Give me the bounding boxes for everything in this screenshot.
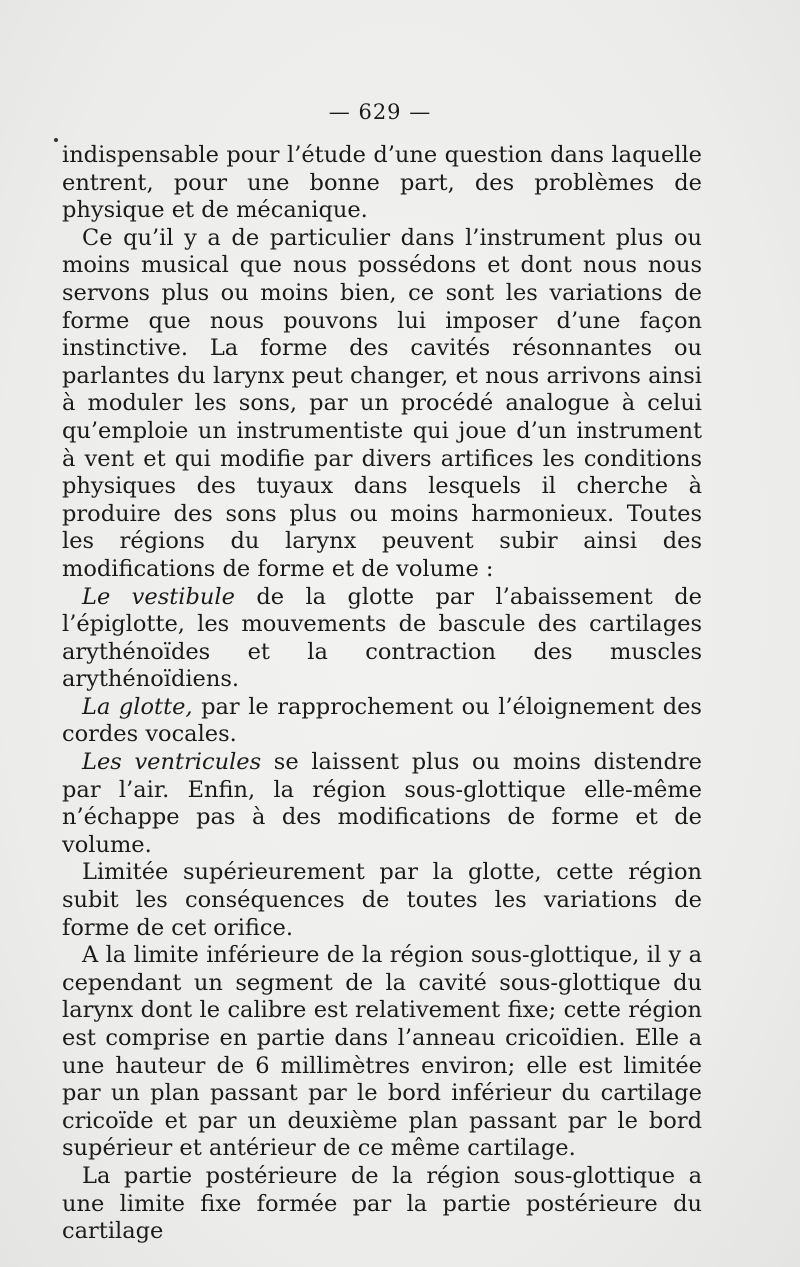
paragraph-1 bbox=[62, 142, 702, 225]
paragraph-text: La partie postérieure de la région sous-glottique a une limite fixe formée par la partie postérieure du cartilage bbox=[62, 1162, 702, 1245]
paragraph-text: par le rapprochement ou l’éloignement des cordes vocales. bbox=[62, 693, 702, 748]
paragraph-6 bbox=[62, 859, 702, 942]
paragraph-3 bbox=[62, 584, 702, 694]
paragraph-text: Limitée supérieurement par la glotte, cette région subit les conséquences de toutes les variations de forme de cet orifice. bbox=[62, 859, 702, 941]
paragraph-7 bbox=[62, 942, 702, 1163]
paragraph-text: Ce qu’il y a de particulier dans l’instrument plus ou moins musical que nous possédons et dont nous nous servons plus ou moins bien, ce sont les variations de forme que nous pouvons lui imposer d’une façon instinctive. La forme des cavités résonnantes ou parlantes du larynx peut changer, et nous arrivons ainsi à moduler les sons, par un procédé analogue à celui qu’emploie un instrumentiste qui joue d’un instrument à vent et qui modifie par divers artifices les conditions physiques des tuyaux dans lesquels il cherche à produire des sons plus ou moins harmonieux. Toutes les régions du larynx peuvent subir ainsi des modifications de forme et de volume : bbox=[62, 224, 702, 582]
paragraph-4 bbox=[62, 694, 702, 749]
paragraph-text: se laissent plus ou moins distendre par l’air. Enfin, la région sous-glottique elle-même n’échappe pas à des modifications de forme et de volume. bbox=[62, 749, 703, 858]
italic-lead: Les ventricules bbox=[82, 749, 262, 776]
body-text bbox=[62, 142, 702, 1246]
ink-speck bbox=[54, 138, 58, 142]
paragraph-8 bbox=[62, 1163, 702, 1246]
page-number: — 629 — bbox=[328, 100, 432, 124]
italic-lead: Le vestibule bbox=[82, 583, 235, 610]
paragraph-text: indispensable pour l’étude d’une question dans laquelle entrent, pour une bonne part, des problèmes de physique et de mécanique. bbox=[62, 142, 702, 224]
paragraph-text: A la limite inférieure de la région sous-glottique, il y a cependant un segment de la cavité sous-glottique du larynx dont le calibre est relativement fixe; cette région est comprise en partie dans l’anneau cricoïdien. Elle a une hauteur de 6 millimètres environ; elle est limitée par un plan passant par le bord inférieur du cartilage cricoïde et par un deuxième plan passant par le bord supérieur et antérieur de ce même cartilage. bbox=[62, 942, 702, 1162]
paragraph-text: de la glotte par l’abaissement de l’épiglotte, les mouvements de bascule des cartilages arythénoïdes et la contraction des muscles arythénoïdiens. bbox=[62, 583, 702, 693]
paragraph-5 bbox=[62, 749, 702, 859]
italic-lead: La glotte, bbox=[82, 693, 193, 720]
paragraph-2 bbox=[62, 225, 702, 584]
